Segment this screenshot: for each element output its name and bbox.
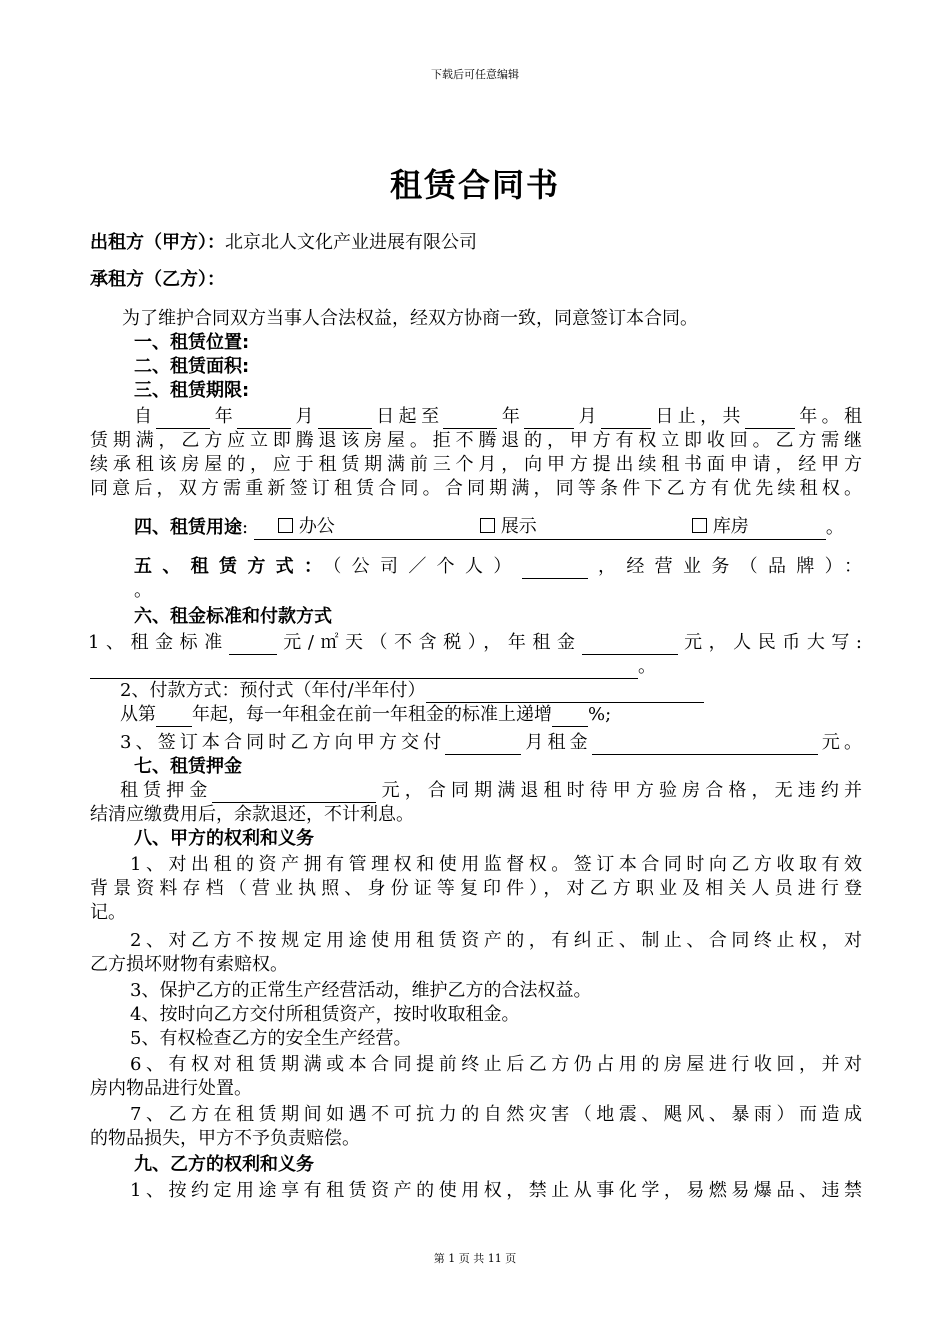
section-5-line: 五、租赁方式：（公司／个人） ，经营业务（品牌）： (134, 556, 863, 577)
section-8-item: 1、对出租的资产拥有管理权和使用监督权。签订本合同时向乙方收取有效 (130, 854, 862, 875)
page-header: 下载后可任意编辑 (431, 68, 519, 81)
section-3-text: 续承租该房屋的，应于租赁期满前三个月，向甲方提出续租书面申请，经甲方 (90, 454, 862, 475)
checkbox-icon (480, 518, 495, 533)
section-8-item: 的物品损失，甲方不予负责赔偿。 (90, 1128, 360, 1149)
section-4-line: 四、租赁用途: 办公 展示 库房 。 (134, 516, 844, 538)
lessee-label: 承租方（乙方）： (90, 269, 225, 290)
rent-standard-line: 1、租金标准 元/㎡天（不含税），年租金 元，人民币大写: (88, 632, 862, 653)
section-5-end: 。 (134, 580, 152, 601)
page-footer: 第 1 页 共 11 页 (433, 1252, 517, 1265)
section-8-item: 5、有权检查乙方的安全生产经营。 (130, 1028, 412, 1049)
document-title: 租赁合同书 (389, 166, 560, 204)
advance-payment-line: 3、签订本合同时乙方向甲方交付 月租金 元。 (120, 732, 863, 753)
section-8-item: 4、按时向乙方交付所租赁资产，按时收取租金。 (130, 1004, 520, 1025)
section-8-heading: 八、甲方的权利和义务 (134, 828, 314, 849)
lessor-line (90, 231, 862, 255)
checkbox-icon (278, 518, 293, 533)
section-9-heading: 九、乙方的权利和义务 (134, 1154, 314, 1175)
section-8-item: 背景资料存档（营业执照、身份证等复印件），对乙方职业及相关人员进行登 (90, 878, 862, 899)
section-8-item: 房内物品进行处置。 (90, 1078, 252, 1099)
lessor-name: 北京北人文化产业进展有限公司 (225, 232, 477, 253)
use-option-display[interactable]: 展示 (480, 515, 537, 539)
section-9-item: 1、按约定用途享有租赁资产的使用权，禁止从事化学，易燃易爆品、违禁 (130, 1180, 862, 1201)
section-4-heading: 四、租赁用途 (134, 517, 242, 538)
section-8-item: 乙方损坏财物有索赔权。 (90, 954, 288, 975)
section-6-heading: 六、租金标准和付款方式 (134, 606, 332, 627)
deposit-line: 租赁押金 元，合同期满退租时待甲方验房合格，无违约并 (120, 780, 863, 801)
use-option-office[interactable]: 办公 (278, 515, 335, 539)
section-5-heading: 五、租赁方式： (134, 556, 333, 577)
rent-increase-line: 从第 年起，每一年租金在前一年租金的标准上递增 %; (120, 704, 612, 725)
deposit-text: 结清应缴费用后，余款退还，不计利息。 (90, 804, 414, 825)
section-3-text: 同意后，双方需重新签订租赁合同。合同期满，同等条件下乙方有优先续租权。 (90, 478, 862, 499)
section-8-item: 6、有权对租赁期满或本合同提前终止后乙方仍占用的房屋进行收回，并对 (130, 1054, 862, 1075)
section-8-item: 3、保护乙方的正常生产经营活动，维护乙方的合法权益。 (130, 980, 592, 1001)
checkbox-icon (692, 518, 707, 533)
lessor-label: 出租方（甲方）： (90, 232, 225, 253)
section-1-heading: 一、租赁位置: (134, 332, 250, 353)
section-8-item: 7、乙方在租赁期间如遇不可抗力的自然灾害（地震、飓风、暴雨）而造成 (130, 1104, 862, 1125)
section-3-term-line: 自 年 月 日起至 年 月 日止，共 年。租 (134, 406, 863, 427)
section-3-heading: 三、租赁期限: (134, 380, 250, 401)
payment-method-line: 2、付款方式：预付式（年付/半年付） (90, 679, 892, 703)
section-8-item: 记。 (90, 902, 126, 923)
section-3-text: 赁期满，乙方应立即腾退该房屋。拒不腾退的，甲方有权立即收回。乙方需继 (90, 430, 862, 451)
section-8-item: 2、对乙方不按规定用途使用租赁资产的，有纠正、制止、合同终止权，对 (130, 930, 862, 951)
section-7-heading: 七、租赁押金 (134, 756, 242, 777)
section-2-heading: 二、租赁面积: (134, 356, 250, 377)
use-option-warehouse[interactable]: 库房 (692, 515, 749, 539)
intro-paragraph: 为了维护合同双方当事人合法权益，经双方协商一致，同意签订本合同。 (122, 308, 698, 329)
rent-amount-words-line: 。 (90, 655, 862, 679)
